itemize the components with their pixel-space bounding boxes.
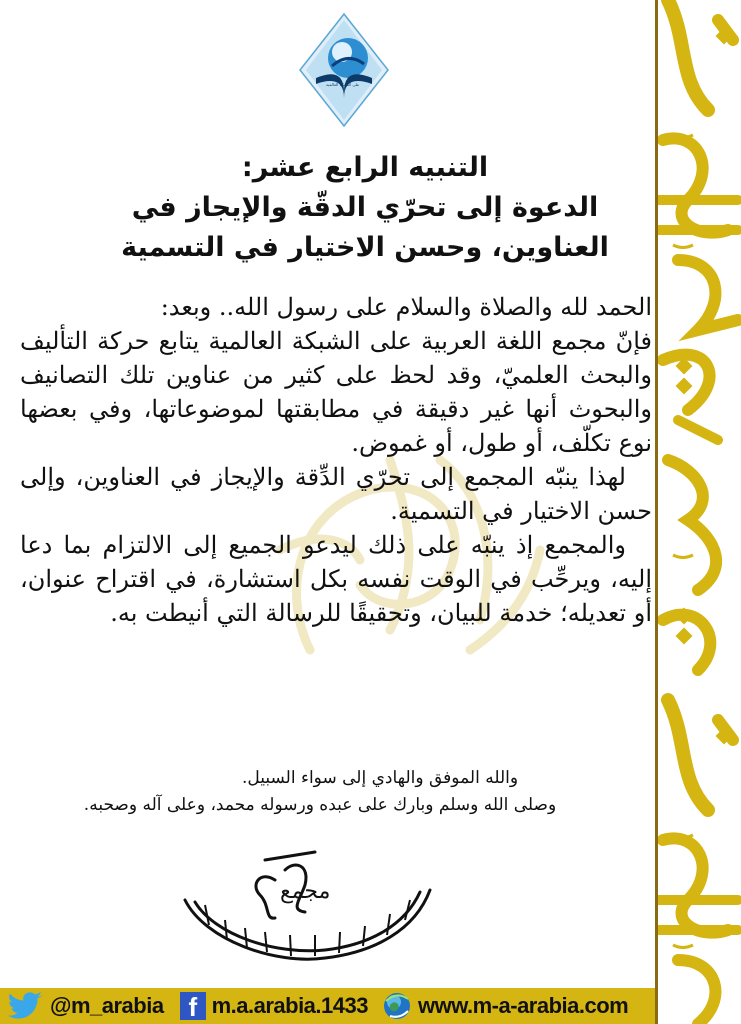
website-link[interactable] xyxy=(382,991,628,1021)
contact-footer-bar xyxy=(0,988,655,1024)
twitter-handle: @m_arabia xyxy=(50,993,164,1018)
facebook-link[interactable] xyxy=(180,992,368,1020)
greeting: الحمد لله والصلاة والسلام على رسول الله.. وبعد: xyxy=(160,293,652,321)
closing-prayer xyxy=(20,765,620,819)
title-line-2: الدعوة إلى تحرّي الدقّة والإيجاز في xyxy=(131,192,599,223)
facebook-icon: f xyxy=(180,992,206,1020)
closing-line-2: وصلى الله وسلم وبارك على عبده ورسوله محمد، وعلى آله وصحبه. xyxy=(83,795,557,815)
closing-line-1: والله الموفق والهادي إلى سواء السبيل. xyxy=(241,768,519,788)
website-url: www.m-a-arabia.com xyxy=(417,993,629,1018)
page-title xyxy=(100,148,630,268)
paragraph-3: والمجمع إذ ينبّه على ذلك ليدعو الجميع إلى الالتزام بما دعا إليه، ويرحِّب في الوقت نفسه بكل استشارة، في اقتراح عنوان، أو تعديله؛ خدمة للبيان، وتحقيقًا للرسالة التي أنيطت به. xyxy=(20,531,652,627)
signature-top-word: مجمع xyxy=(280,879,331,904)
title-line-1: التنبيه الرابع عشر: xyxy=(241,152,489,183)
decorative-side-border xyxy=(655,0,741,1024)
body-text xyxy=(20,290,652,630)
globe-icon xyxy=(382,991,412,1021)
academy-calligraphy-signature xyxy=(165,840,465,970)
twitter-bird-icon xyxy=(8,992,44,1020)
logo-caption-left: على الشبكة العالمية xyxy=(326,82,360,87)
gold-calligraphy-pattern xyxy=(658,0,741,1024)
facebook-handle: m.a.arabia.1433 xyxy=(211,993,368,1018)
twitter-link[interactable] xyxy=(8,992,164,1020)
title-line-3: العناوين، وحسن الاختيار في التسمية xyxy=(121,232,609,263)
paragraph-1: فإنّ مجمع اللغة العربية على الشبكة العالمية يتابع حركة التأليف والبحث العلميّ، وقد لحظ على كثير من عناوين تلك التصانيف والبحوث أنها غير دقيقة في مطابقتها لموضوعاتها، وفي بعضها نوع تكلّف، أو طول، أو غموض. xyxy=(20,327,652,457)
academy-logo xyxy=(298,12,390,128)
paragraph-2: لهذا ينبّه المجمع إلى تحرّي الدِّقة والإيجاز في العناوين، وإلى حسن الاختيار في التسمية. xyxy=(20,463,652,525)
